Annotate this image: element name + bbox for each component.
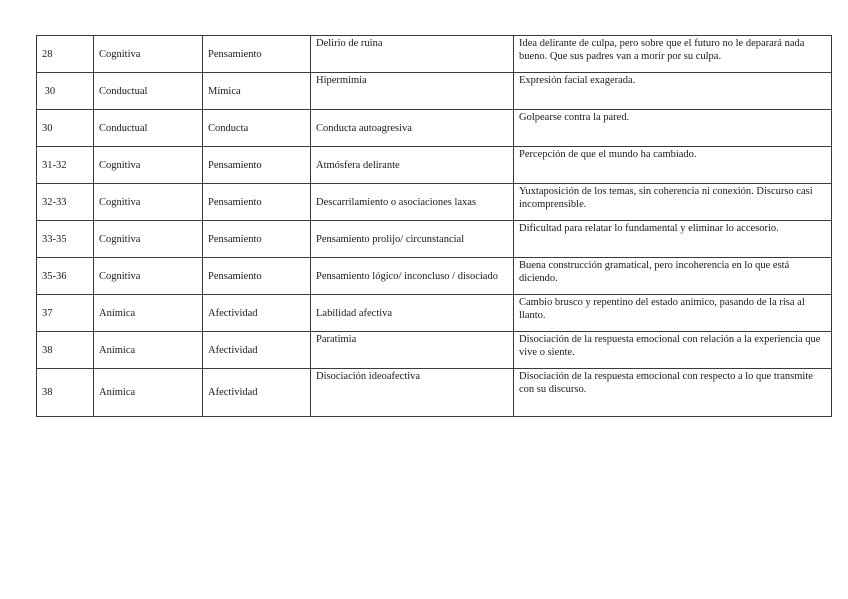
term-cell: Pensamiento prolijo/ circunstancial [311,221,514,258]
function-cell: Afectividad [203,295,311,332]
definition-cell: Disociación de la respuesta emocional con relación a la experiencia que vive o siente. [514,332,832,369]
table-row [37,369,832,417]
function-cell: Afectividad [203,332,311,369]
function-cell: Pensamiento [203,184,311,221]
area-cell: Cognitiva [94,184,203,221]
definition-cell: Disociación de la respuesta emocional con respecto a lo que transmite con su discurso. [514,369,832,417]
page-cell: 31-32 [37,147,94,184]
term-cell: Pensamiento lógico/ inconcluso / disociado [311,258,514,295]
function-cell: Pensamiento [203,221,311,258]
function-cell: Mímica [203,73,311,110]
definition-cell: Golpearse contra la pared. [514,110,832,147]
area-cell: Cognitiva [94,36,203,73]
page-cell: 30 [37,110,94,147]
page-cell: 38 [37,369,94,417]
area-cell: Cognitiva [94,258,203,295]
page-cell: 32-33 [37,184,94,221]
table-row [37,332,832,369]
term-cell: Paratimia [311,332,514,369]
page-cell: 30 [37,73,94,110]
term-cell: Labilidad afectiva [311,295,514,332]
term-cell: Delirio de ruina [311,36,514,73]
table-row [37,184,832,221]
area-cell: Cognitiva [94,221,203,258]
area-cell: Conductual [94,110,203,147]
table-row [37,73,832,110]
term-cell: Atmósfera delirante [311,147,514,184]
definition-cell: Percepción de que el mundo ha cambiado. [514,147,832,184]
page-cell: 33-35 [37,221,94,258]
area-cell: Anímica [94,332,203,369]
term-cell: Conducta autoagresiva [311,110,514,147]
area-cell: Anímica [94,369,203,417]
table-row [37,110,832,147]
function-cell: Conducta [203,110,311,147]
function-cell: Pensamiento [203,258,311,295]
table-row [37,295,832,332]
definition-cell: Idea delirante de culpa, pero sobre que el futuro no le deparará nada bueno. Que sus padres van a morir por su culpa. [514,36,832,73]
function-cell: Pensamiento [203,147,311,184]
term-cell: Descarrilamiento o asociaciones laxas [311,184,514,221]
term-cell: Disociación ideoafectiva [311,369,514,417]
definition-cell: Dificultad para relatar lo fundamental y eliminar lo accesorio. [514,221,832,258]
page-cell: 35-36 [37,258,94,295]
table-row [37,147,832,184]
area-cell: Anímica [94,295,203,332]
area-cell: Cognitiva [94,147,203,184]
function-cell: Pensamiento [203,36,311,73]
definition-cell: Cambio brusco y repentino del estado anímico, pasando de la risa al llanto. [514,295,832,332]
term-cell: Hipermimia [311,73,514,110]
function-cell: Afectividad [203,369,311,417]
symptoms-table [36,35,832,417]
page-cell: 38 [37,332,94,369]
table-row [37,221,832,258]
definition-cell: Expresión facial exagerada. [514,73,832,110]
definition-cell: Yuxtaposición de los temas, sin coherencia ni conexión. Discurso casi incomprensible. [514,184,832,221]
page-cell: 28 [37,36,94,73]
table-row [37,36,832,73]
definition-cell: Buena construcción gramatical, pero incoherencia en lo que está diciendo. [514,258,832,295]
page-cell: 37 [37,295,94,332]
area-cell: Conductual [94,73,203,110]
table-row [37,258,832,295]
